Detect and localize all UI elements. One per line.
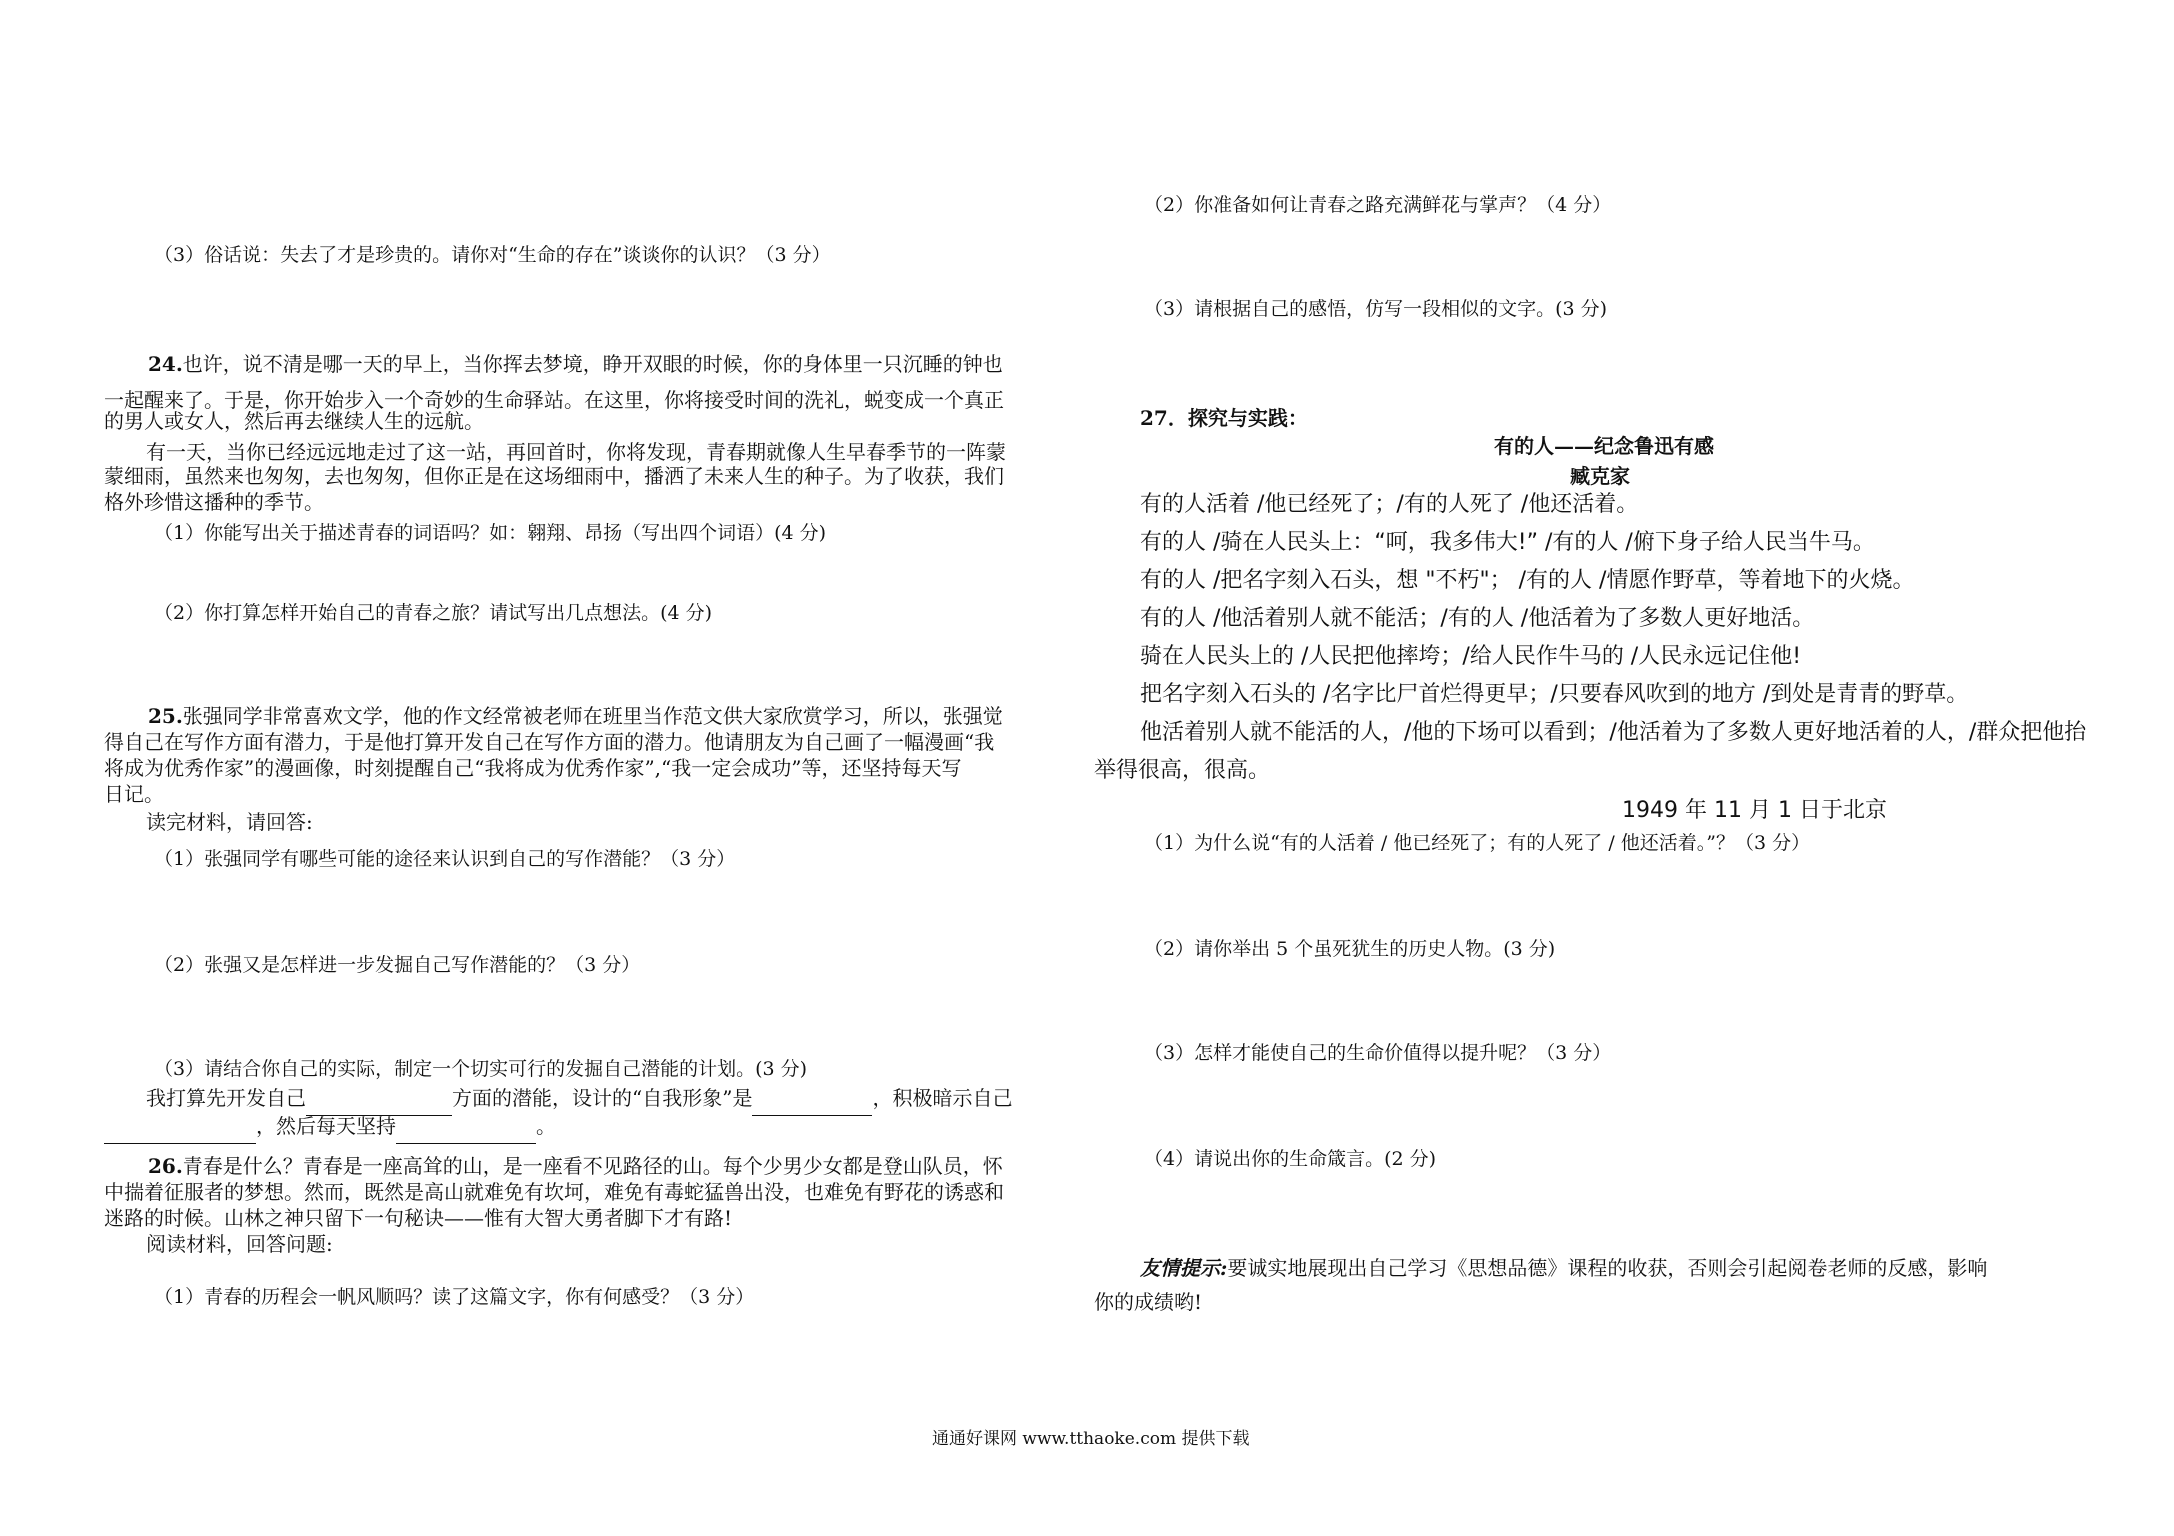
q24-sub1: （1）你能写出关于描述青春的词语吗？如：翱翔、昂扬（写出四个词语）(4 分)	[154, 522, 827, 544]
q24-text-line: 一起醒来了。于是，你开始步入一个奇妙的生命驿站。在这里，你将接受时间的洗礼，蜕变成一个真正	[104, 388, 1004, 412]
poem-line: 他活着别人就不能活的人，/他的下场可以看到；/他活着为了多数人更好地活着的人，/群众把他抬	[1140, 720, 2087, 745]
q26-sub1: （1）青春的历程会一帆风顺吗？读了这篇文字，你有何感受？（3 分）	[154, 1286, 755, 1308]
q24-text-line: 有一天，当你已经远远地走过了这一站，再回首时，你将发现，青春期就像人生早春季节的一阵蒙	[146, 440, 1006, 464]
q24-text-line: 格外珍惜这播种的季节。	[104, 490, 324, 514]
q24-sub2: （2）你打算怎样开始自己的青春之旅？请试写出几点想法。(4 分)	[154, 602, 713, 624]
q25-plan-line2: ，然后每天坚持 。	[104, 1108, 556, 1144]
poem-line: 有的人 /他活着别人就不能活；/有的人 /他活着为了多数人更好地活。	[1140, 606, 1815, 631]
question-number: 26.	[148, 1154, 183, 1178]
q26-sub3: （3）请根据自己的感悟，仿写一段相似的文字。(3 分)	[1144, 298, 1608, 320]
q26-text-line: 迷路的时候。山林之神只留下一句秘诀——惟有大智大勇者脚下才有路!	[104, 1206, 733, 1230]
poem-title: 有的人——纪念鲁迅有感	[1494, 434, 1714, 458]
tip-text: 要诚实地展现出自己学习《思想品德》课程的收获，否则会引起阅卷老师的反感，影响	[1227, 1256, 1988, 1280]
q27-sub4: （4）请说出你的生命箴言。(2 分)	[1144, 1148, 1437, 1170]
q24-text-line: 的男人或女人，然后再去继续人生的远航。	[104, 409, 484, 433]
q26-sub2: （2）你准备如何让青春之路充满鲜花与掌声？（4 分）	[1144, 194, 1612, 216]
poem-line: 有的人 /把名字刻入石头，想 "不朽"； /有的人 /情愿作野草，等着地下的火烧。	[1140, 568, 1915, 593]
q26-read-prompt: 阅读材料，回答问题:	[146, 1232, 333, 1256]
poem-author: 臧克家	[1570, 464, 1630, 488]
q26-text-line: 青春是什么？青春是一座高耸的山，是一座看不见路径的山。每个少男少女都是登山队员，怀	[182, 1154, 1003, 1178]
q25-plan-line1: 我打算先开发自己 方面的潜能，设计的“自我形象”是 ，积极暗示自己	[146, 1080, 1012, 1116]
q25-text-line: 将成为优秀作家”的漫画像，时刻提醒自己“我将成为优秀作家”,“我一定会成功”等，还坚持每天写	[104, 756, 962, 780]
answer-blank[interactable]	[104, 1119, 256, 1144]
q23-sub3: （3）俗话说：失去了才是珍贵的。请你对“生命的存在”谈谈你的认识？（3 分）	[154, 244, 831, 266]
q25-sub2: （2）张强又是怎样进一步发掘自己写作潜能的？（3 分）	[154, 954, 641, 976]
question-number: 24.	[148, 352, 183, 376]
tip-text-line2: 你的成绩哟!	[1094, 1290, 1203, 1314]
poem-line: 骑在人民头上的 /人民把他摔垮；/给人民作牛马的 /人民永远记住他!	[1140, 644, 1802, 669]
friendly-tip	[1140, 1250, 1987, 1286]
poem-line: 有的人活着 /他已经死了；/有的人死了 /他还活着。	[1140, 492, 1639, 517]
poem-date: 1949 年 11 月 1 日于北京	[1622, 798, 1887, 823]
poem-line: 举得很高，很高。	[1094, 758, 1271, 783]
tip-title: 友情提示:	[1140, 1256, 1228, 1280]
answer-blank[interactable]	[752, 1091, 872, 1116]
q26-text-line: 中揣着征服者的梦想。然而，既然是高山就难免有坎坷，难免有毒蛇猛兽出没，也难免有野花的诱惑和	[104, 1180, 1004, 1204]
question-number: 25.	[148, 704, 183, 728]
poem-line: 有的人 /骑在人民头上：“呵，我多伟大!” /有的人 /俯下身子给人民当牛马。	[1140, 530, 1875, 555]
footer-credit: 通通好课网 www.tthaoke.com 提供下载	[932, 1429, 1250, 1449]
poem-line: 把名字刻入石头的 /名字比尸首烂得更早；/只要春风吹到的地方 /到处是青青的野草。	[1140, 682, 1969, 707]
q25-text-line: 张强同学非常喜欢文学，他的作文经常被老师在班里当作范文供大家欣赏学习，所以，张强觉	[182, 704, 1003, 728]
q27-sub1: （1）为什么说“有的人活着 / 他已经死了；有的人死了 / 他还活着。”？（3 分）	[1144, 832, 1811, 854]
q27-sub2: （2）请你举出 5 个虽死犹生的历史人物。(3 分)	[1144, 938, 1556, 960]
answer-blank[interactable]	[396, 1119, 536, 1144]
q25-text-line: 日记。	[104, 782, 164, 806]
q27-sub3: （3）怎样才能使自己的生命价值得以提升呢？（3 分）	[1144, 1042, 1612, 1064]
q24-text-line: 也许，说不清是哪一天的早上，当你挥去梦境，睁开双眼的时候，你的身体里一只沉睡的钟也	[182, 352, 1003, 376]
q25-read-prompt: 读完材料，请回答:	[146, 810, 313, 834]
q24-text-line: 蒙细雨，虽然来也匆匆，去也匆匆，但你正是在这场细雨中，播洒了未来人生的种子。为了收获，我们	[104, 464, 1004, 488]
q25-sub3: （3）请结合你自己的实际，制定一个切实可行的发掘自己潜能的计划。(3 分)	[154, 1058, 808, 1080]
q25-text-line: 得自己在写作方面有潜力，于是他打算开发自己在写作方面的潜力。他请朋友为自己画了一幅漫画“我	[104, 730, 995, 754]
q25-sub1: （1）张强同学有哪些可能的途径来认识到自己的写作潜能？（3 分）	[154, 848, 736, 870]
q27-heading: 27．探究与实践：	[1140, 406, 1308, 430]
